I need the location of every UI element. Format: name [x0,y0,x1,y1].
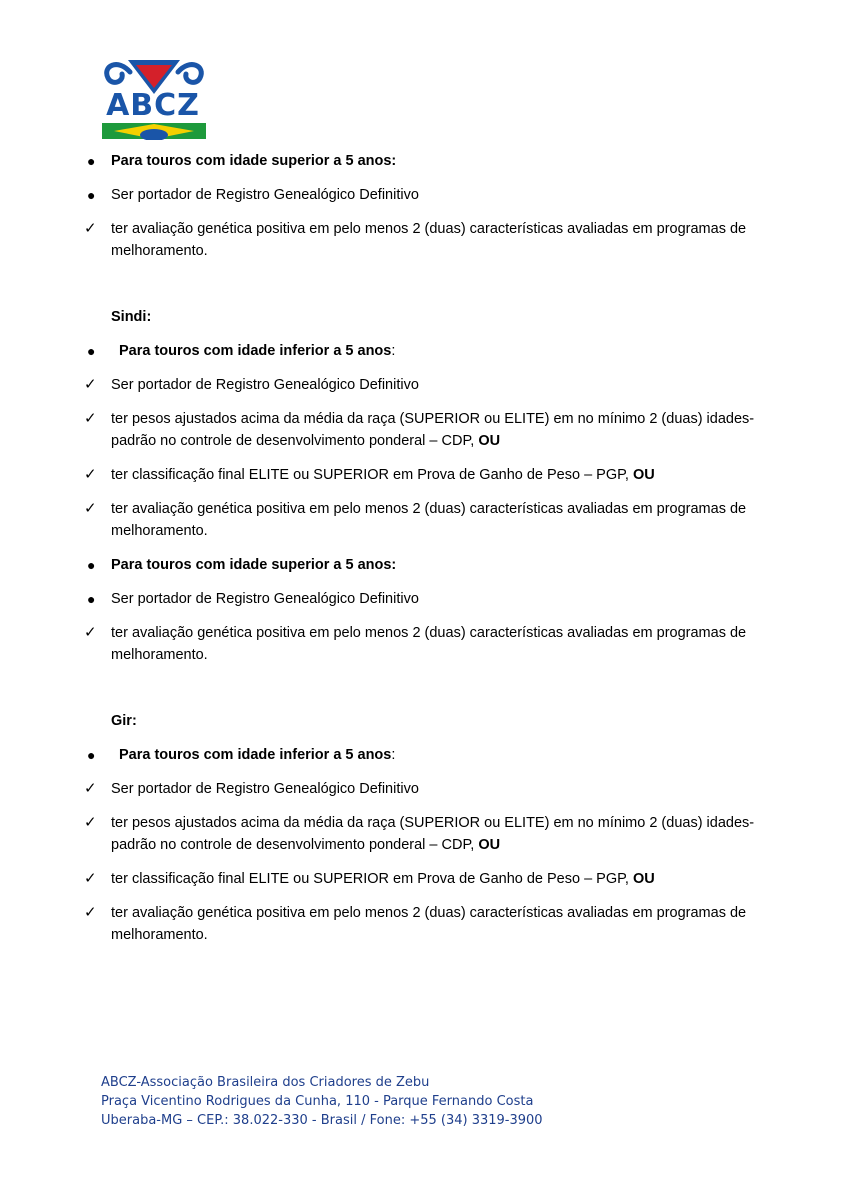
list-item [84,408,774,452]
section-heading-gir: Gir: [111,713,137,729]
bullet-icon: ● [87,343,96,359]
item-text: ter avaliação genética positiva em pelo menos 2 (duas) características avaliadas em programas de melhoramento. [111,221,747,259]
page-footer [101,1073,543,1130]
list-item [84,498,774,542]
item-text: ter avaliação genética positiva em pelo menos 2 (duas) características avaliadas em programas de melhoramento. [111,905,747,943]
item-text: Ser portador de Registro Genealógico Definitivo [111,377,419,393]
list-item [84,464,774,486]
item-text: ter classificação final ELITE ou SUPERIOR em Prova de Ganho de Peso – PGP, OU [111,467,655,483]
item-text: Ser portador de Registro Genealógico Definitivo [111,781,419,797]
checkmark-icon: ✓ [84,500,97,517]
checkmark-icon: ✓ [84,780,97,797]
checkmark-icon: ✓ [84,814,97,831]
footer-org-name: ABCZ-Associação Brasileira dos Criadores de Zebu [101,1075,430,1090]
list-item [84,778,774,800]
bullet-icon: ● [87,557,96,573]
checkmark-icon: ✓ [84,904,97,921]
item-text: Ser portador de Registro Genealógico Definitivo [111,591,419,607]
item-text: ter avaliação genética positiva em pelo menos 2 (duas) características avaliadas em programas de melhoramento. [111,501,747,539]
list-item [84,150,774,172]
checkmark-icon: ✓ [84,624,97,641]
list-item [84,902,774,946]
list-item [84,588,774,610]
footer-contact: Uberaba-MG – CEP.: 38.022-330 - Brasil / Fone: +55 (34) 3319-3900 [101,1113,543,1128]
list-item [84,184,774,206]
bullet-icon: ● [87,153,96,169]
item-text: Para touros com idade superior a 5 anos: [111,153,397,169]
checkmark-icon: ✓ [84,220,97,237]
list-item [84,622,774,666]
checkmark-icon: ✓ [84,410,97,427]
footer-address: Praça Vicentino Rodrigues da Cunha, 110 - Parque Fernando Costa [101,1094,534,1109]
item-text: ter avaliação genética positiva em pelo menos 2 (duas) características avaliadas em programas de melhoramento. [111,625,747,663]
item-text: Para touros com idade inferior a 5 anos: [119,747,396,763]
section-heading-sindi: Sindi: [111,309,152,325]
checkmark-icon: ✓ [84,466,97,483]
list-item [84,812,774,856]
abcz-logo [100,52,208,140]
document-body [84,150,774,958]
item-text: ter pesos ajustados acima da média da raça (SUPERIOR ou ELITE) em no mínimo 2 (duas) idades-padrão no controle de desenvolvimento ponderal – CDP, OU [111,815,755,853]
item-text: Para touros com idade inferior a 5 anos: [119,343,396,359]
item-text: ter pesos ajustados acima da média da raça (SUPERIOR ou ELITE) em no mínimo 2 (duas) idades-padrão no controle de desenvolvimento ponderal – CDP, OU [111,411,755,449]
checkmark-icon: ✓ [84,376,97,393]
item-text: Ser portador de Registro Genealógico Definitivo [111,187,419,203]
list-item [84,868,774,890]
logo-text: ABCZ [106,88,200,123]
item-text: Para touros com idade superior a 5 anos: [111,557,397,573]
list-item [84,554,774,576]
bullet-icon: ● [87,591,96,607]
bullet-icon: ● [87,187,96,203]
list-item [84,218,774,262]
list-item [84,744,774,766]
bullet-icon: ● [87,747,96,763]
checkmark-icon: ✓ [84,870,97,887]
list-item [84,374,774,396]
item-text: ter classificação final ELITE ou SUPERIOR em Prova de Ganho de Peso – PGP, OU [111,871,655,887]
list-item [84,340,774,362]
